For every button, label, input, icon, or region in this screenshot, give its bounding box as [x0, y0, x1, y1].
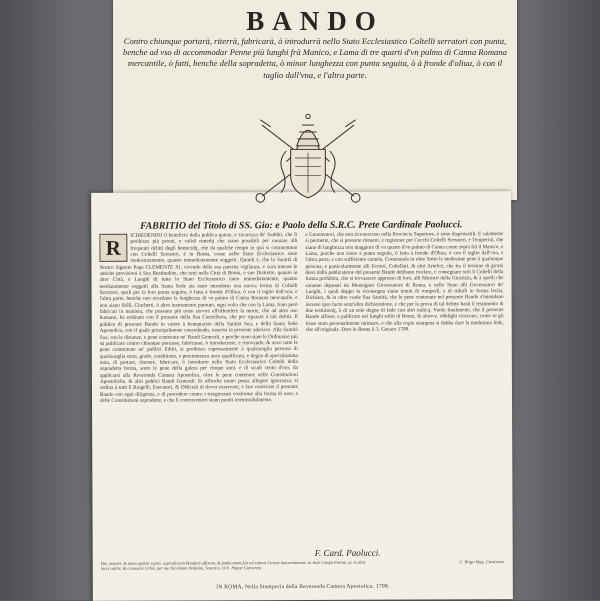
- printer-imprint: IN ROMA, Nella Stamperia della Reverenda Camera Apostolica. 1708.: [216, 583, 390, 591]
- text-columns: [99, 231, 504, 547]
- right-column-text: e Gouernatori, che non riconoscono nella Provincia Superiore, ò sono dispensatili. E salamente si permette, che si possano ritenere, e registrare per Cocchi Coltelli Serratori, e Temperini, che siano di lunghezza non maggiore di vn quarto d'vn palmo di Canna come sopra frà il Manico, e Lama, purche non siano à punta seguita, ò fatta à fronde d'Oliua, ò con il taglio dall'vna, e l'altra parte, e con sufficiente cautela. Commanda in oltre Sotto le medesime pene à qualunque persona, e particolarmente alli Ferrari, Coltellari, & altri Artefici, che fra il termine di giorni dieci dalla publicatione del presente Bando debbano rivelare, e consegnare tutti li Coltelli della forma prohibita, che si trovassero appresso di loro, alli Ministri della Giustizia, & à quelli che saranno deputati da Monsignor Governatore di Roma, e nello Stato alli Governatori de' Luoghi, i quali doppo la riconsegna siano tenuti di romperli, e di ridurli in forma lecita. Dichiara, & in oltre vuole Sua Santità, che le pene contenute nel presente Bando s'intendano incorse ipso facto senz'altra dichiaratione, e che per la prova di tal delitto basti il testimonio di due testimonij, ò di un solo degno di fede con altri indicij. Vuole finalmente, che il presente Bando affisso, e publicato nei luoghi soliti di Roma, & altrove, obblighi ciascuno, come se gli fosse stato personalmente intimato, e che alla copia stampata si debba dare la medesima fede, che all'originale. Dato in Roma li 3. Genaro 1708.: [305, 231, 504, 334]
- publication-note: [100, 559, 505, 572]
- broadside-main-sheet: [91, 191, 513, 601]
- signature: F. Card. Paolucci.: [314, 547, 381, 558]
- left-column: [99, 232, 298, 547]
- publication-note-left: Die, mensis, & anno quibus supra, supradictum Bandum affixum, & publicatum fuit ad valuas Curiae Innocentianae, in Acie Campi Florae, ac in aliis locis solitis, & consuetis Urbis, per me Nicolaum Pedalini, Sanctiss. D.N. Papae Cursorem.: [100, 559, 366, 572]
- right-column: [305, 231, 504, 546]
- left-column-text: ICHIEDENDO il beneficio della publica quiete, e sicurezza de' Sudditi, che fi proibisce più pronti, e validi rimedij che siano possibili per ouuiare alli frequenti delitti degli homicidij, che da qualche tempo in quà si commettono con Coltelli Serratori, è in Roma, come nello Stato Ecclesiastico sono medesimamente, quanto immediatamente soggetti. Quindi è, che la Santità di Nostro Signore Papa CLEMENTE XI. vivendo della sua paterna vigilanza, e cura intesse le antiche provisioni à Sua Beatitudine, che tutti nella Città di Roma, e suo Distretto, quanto in altre Città, e Luoghi di tutto lo Stato Ecclesiastico tanto immediatamente, quanto mediatamente soggetti alla Santa Sede sia stato introdotto una nuova forma di Coltelli Serratori, quali per la loro punta seguita, ò fatta à fronde d'Oliua, ò con il taglio dall'vna, e l'altra parte, benche non eccedano la lunghezza di vn palmo di Canna Romana mercantile, e non siano Stilli, Cinchetti, ò altro instrumento puntuto, ogni volta che con la Lama, fono però fabricati in maniera, che possono più tosto servire all'offendere la morte, che ad altro uso humano, ha ordinato con il presente della Sua Cancellaria, che per riparare à tali delitti. Il publico di presente Bando in valere à benepiacito della Santità Sua, e della Santa Sede Apostolica, con il quale principalmente concedendo, inserito la presente aderisce. Alla Santità Sua, con le distanze, e pene contenute ne' Bandi Generali, e perche sono state le Ordinanze più sù publicate contro chiunque portasse, fabricasse, ò introducesse, e rinovando, & anco tutte le pene comminate ne' publici Editti, si proibisce espressamente à qualsiuoglia persona di qualsiuoglia stato, grado, conditione, e preeminenza anco qualificata, e degna di specialissima nota, di portare, ritenere, fabricare, ò introdurre nello Stato Ecclesiastico Coltelli della sopradetta forma, sotto le pene della galera per cinque anni, e di scudi cento d'oro, da applicarsi alla Reverenda Camera Apostolica, oltre le pene contenute nelle Constitutioni Apostoliche, & altri publici Bandi Generali. Et affinche niuno possa allegare ignoranza, si ordina à tutti li Bargelli, Esecutori, & Officiali di dover osservare, e fare osservare il presente Bando con ogni diligenza, e di procedere contro i trasgressori conforme alla forma di esso, e delle Constitutioni sopradette, e che li contraventori siano puniti irremissibilmente.: [99, 232, 299, 404]
- drop-initial: R: [99, 234, 127, 262]
- bando-intro: Contro chiunque portarà, riterrà, fabricarà, ò introdurrà nello Stato Ecclesiastico Coltelli serratori con punta, benche ad vso di accommodar Penne più lunghi frà Manico, e Lama di tre quarti d'vn palmo di Canna Romana mercantile, ò fatti, benche della sopradetta, ò minor lunghezza con punta seguita, ò à fronde d'oliua, ò con il taglio dall'vna, e l'altra parte.: [123, 36, 507, 80]
- bando-title: BANDO: [246, 6, 384, 36]
- issuer-heading: FABRITIO del Titolo di SS. Gio: e Paolo della S.R.C. Prete Cardinale Paolucci.: [140, 219, 463, 232]
- papal-coat-of-arms-icon: [243, 108, 373, 208]
- publication-note-right: C. Brigo Mag. Cursorum.: [459, 559, 505, 565]
